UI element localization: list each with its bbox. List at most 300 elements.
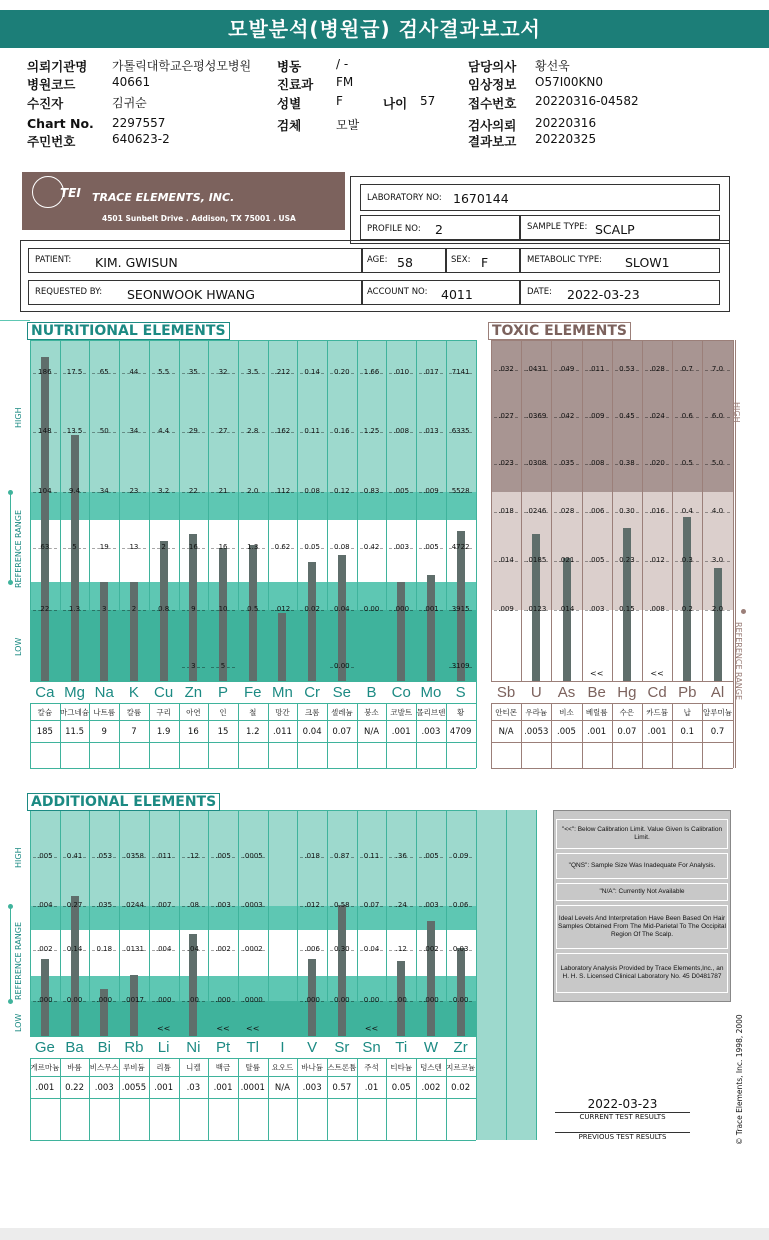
tick-label: 22 [40,605,50,613]
element-name: 스트론튬 [327,1063,357,1072]
tick-label: 50 [99,427,109,435]
page-bottom [0,1228,769,1240]
tick-label: 0.53 [619,365,635,373]
element-name: 비소 [559,708,574,717]
side-high: HIGH [14,847,23,868]
bar-cr [308,562,316,681]
tick-label: 0.20 [334,368,350,376]
element-symbol-zr: Zr [453,1039,468,1056]
tick-label: .009 [588,412,605,420]
tick-label: 0.00 [334,996,350,1004]
tick-label: .011 [588,365,605,373]
tick-label: .014 [558,605,575,613]
tick-label: .021 [558,556,575,564]
element-symbol-s: S [455,684,466,701]
element-name: 수은 [619,708,635,717]
element-symbol-cr: Cr [304,684,321,701]
tick-label: .000 [96,996,113,1004]
header-doctor: 황선욱 [535,59,570,73]
tick-label: .112 [274,487,291,495]
tick-label: .009 [498,605,514,613]
tick-label: 0.04 [334,605,350,613]
patient-box: PATIENT: KIM. GWISUN [28,248,362,273]
element-name: 붕소 [364,708,379,717]
tick-label: 0.30 [619,507,635,515]
note-ideal-levels: Ideal Levels And Interpretation Have Been Based On Hair Samples Obtained From The Mid-Parietal To The Occipital Region Of The Scalp. [556,905,728,949]
element-name: 텅스텐 [420,1063,442,1072]
tick-label: 3.5 [247,368,259,376]
element-result: .0001 [240,1083,265,1093]
header-patient-label: 수진자 [27,96,64,111]
col-line [476,340,477,768]
tick-label: .0003 [242,901,263,909]
tick-label: 1.25 [363,427,380,435]
element-name: 철 [249,708,257,717]
element-symbol-v: V [307,1039,318,1056]
tick-label: .0244 [123,901,144,909]
tick-label: 0.2 [681,605,693,613]
element-result: 0.07 [332,727,352,737]
tick-label: .012 [274,605,291,613]
tick-label: 0.00 [66,996,83,1004]
sample-type-box: SAMPLE TYPE: SCALP [520,215,720,240]
header-specimen-label: 검체 [277,118,302,133]
element-symbol-ca: Ca [35,684,55,701]
tick-label: .016 [649,507,665,515]
element-result: 0.57 [332,1083,352,1093]
tick-label: 2.8 [247,427,259,435]
element-symbol-fe: Fe [243,684,262,701]
element-name: 아연 [186,708,201,717]
tick-label: 0.04 [363,945,380,953]
element-symbol-li: Li [157,1039,170,1056]
tick-label: 5528 [451,487,470,495]
header-institution-label: 의뢰기관명 [27,59,88,74]
tick-label: .0431 [526,365,547,373]
tick-label: 2.0 [711,605,724,613]
tick-label: 0.41 [66,852,83,860]
header-chart-label: Chart No. [27,116,94,131]
element-name: 니켈 [186,1063,201,1072]
tick-label: 2 [161,543,166,551]
element-result: 11.5 [65,727,84,737]
element-result: 185 [36,727,53,737]
tick-label: 0.15 [619,605,635,613]
tick-label: 3109 [451,662,470,670]
range-dot [741,609,746,614]
element-name: 칼륨 [126,708,142,717]
tick-label: 44 [129,368,139,376]
tick-label: .012 [304,901,320,909]
element-symbol-cu: Cu [154,684,174,701]
element-symbol-mo: Mo [420,684,442,701]
tick-label: .049 [558,365,575,373]
tick-label: 0.14 [66,945,83,953]
note-laboratory: Laboratory Analysis Provided by Trace Elements,Inc., an H. H. S. Licensed Clinical Laboratory No. 45 D0481787 [556,953,728,993]
tick-label: .018 [304,852,320,860]
tick-label: .005 [215,852,231,860]
element-name: 황 [457,708,465,717]
bar-al [714,568,722,681]
element-result: 0.04 [302,727,322,737]
element-symbol-ni: Ni [186,1039,201,1056]
note-qns: "QNS": Sample Size Was Inadequate For Analysis. [556,853,728,879]
tick-label: .0123 [526,605,547,613]
copyright: © Trace Elements, Inc. 1998, 2000 [735,1014,744,1145]
tick-label: .005 [423,852,439,860]
element-name: 인 [219,708,227,717]
tick-label: 0.05 [304,543,320,551]
tick-label: 0.08 [304,487,320,495]
element-name: 백금 [215,1063,231,1072]
element-name: 지르코늄 [446,1063,476,1072]
element-result: 1.2 [245,727,260,737]
header-rrn: 640623-2 [112,132,170,146]
element-result: 4709 [449,727,472,737]
current-date: 2022-03-23 [555,1097,690,1113]
tick-label: 0.27 [66,901,83,909]
tick-label: .12 [395,945,407,953]
tick-label: .006 [588,507,605,515]
top-line [30,340,476,341]
tick-label: 0.6 [681,412,693,420]
element-result: 0.07 [617,727,637,737]
note-calibration: "<<": Below Calibration Limit. Value Given Is Calibration Limit. [556,819,728,849]
header-receipt: 20220316-04582 [535,94,639,108]
tick-label: 9.4 [68,487,81,495]
tick-label: .032 [498,365,514,373]
additional-chart [0,810,545,1140]
tick-label: 5.5 [158,368,170,376]
element-symbol-p: P [218,684,229,701]
below-limit-mark: << [650,669,664,678]
tick-label: 3 [102,605,107,613]
notes-box [553,810,731,1002]
tick-label: 0.62 [274,543,291,551]
tick-label: .014 [498,556,514,564]
tick-label: .002 [423,945,439,953]
element-result: N/A [274,1083,290,1093]
element-symbol-co: Co [391,684,411,701]
tick-label: .0002 [242,945,263,953]
header-request: 20220316 [535,116,597,130]
tick-label: 4.4 [158,427,170,435]
element-name: 카드뮴 [646,708,668,717]
element-result: 15 [217,727,229,737]
tick-label: 0.5 [247,605,259,613]
header-sex-label: 성별 [277,96,302,111]
tick-label: 7141 [451,368,470,376]
element-result: 0.02 [451,1083,471,1093]
tick-label: 0.4 [681,507,693,515]
element-symbol-zn: Zn [184,684,203,701]
element-symbol-pt: Pt [215,1039,231,1056]
element-name: 바나듐 [301,1063,324,1072]
tick-label: 10 [218,605,228,613]
nutritional-title: NUTRITIONAL ELEMENTS [27,322,230,340]
tick-label: .000 [155,996,172,1004]
laboratory-no: 1670144 [453,191,509,206]
tick-label: .12 [187,852,199,860]
tick-label: 0.38 [619,459,635,467]
tick-label: .000 [304,996,320,1004]
tick-label: 34 [129,427,139,435]
element-symbol-sr: Sr [334,1039,350,1056]
element-symbol-bi: Bi [97,1039,111,1056]
header-clinical: O57I00KN0 [535,75,604,89]
tick-label: 17.5 [66,368,83,376]
tick-label: 1.3 [247,543,259,551]
tick-label: 6.0 [711,412,724,420]
tick-label: 3.0 [711,556,724,564]
tick-label: 2 [131,605,137,613]
element-result: .003 [94,1083,114,1093]
element-name: 망간 [275,708,290,717]
tick-label: 27 [218,427,228,435]
bar-zr [457,948,465,1036]
metabolic-box: METABOLIC TYPE: SLOW1 [520,248,720,273]
header-ward-label: 병동 [277,59,302,74]
element-symbol-se: Se [332,684,352,701]
element-symbol-pb: Pb [678,684,697,701]
element-name: 안티몬 [495,708,517,717]
tick-label: .0017 [123,996,144,1004]
header-receipt-label: 접수번호 [468,96,517,111]
below-limit-mark: << [156,1024,171,1033]
element-result: .003 [421,727,441,737]
tick-label: 0.07 [363,901,380,909]
element-name: 구리 [156,708,171,717]
lab-address: 4501 Sunbelt Drive . Addison, TX 75001 . USA [102,214,296,223]
tick-label: .013 [423,427,439,435]
tick-label: .00 [395,996,407,1004]
element-result: .001 [647,727,667,737]
row-line [30,768,476,769]
col-line [506,810,507,1140]
below-limit-mark: << [364,1024,379,1033]
bar-na [100,582,108,681]
element-name: 코발트 [390,708,413,717]
tick-label: .0369 [526,412,547,420]
tick-label: 7.0 [711,365,724,373]
element-result: 0.1 [680,727,695,737]
age-box: AGE: 58 [362,248,446,273]
toxic-title: TOXIC ELEMENTS [488,322,631,340]
range-line [10,492,11,582]
lab-logo [22,172,345,230]
tick-label: 0.16 [334,427,350,435]
tick-label: .005 [393,487,410,495]
date-box: DATE: 2022-03-23 [520,280,720,305]
tick-label: 0.45 [619,412,635,420]
header-doctor-label: 담당의사 [468,59,517,74]
element-name: 알루미늄 [702,708,732,717]
header-hospital-code-label: 병원코드 [27,77,76,92]
tick-label: .003 [588,605,605,613]
tick-label: .36 [395,852,407,860]
tick-label: .007 [155,901,172,909]
bar-mn [278,613,286,681]
tick-label: 0.23 [619,556,635,564]
tick-label: 16 [218,543,228,551]
tick-label: .042 [558,412,575,420]
element-result: N/A [364,727,380,737]
previous-label: PREVIOUS TEST RESULTS [578,1133,667,1141]
sex-box: SEX: F [446,248,520,273]
tick-label: 22 [188,487,198,495]
header-result: 20220325 [535,132,597,146]
tick-label: 9 [191,605,196,613]
element-name: 베릴륨 [585,708,608,717]
tick-label: 0.06 [452,901,469,909]
tick-label: 5 [220,662,226,670]
current-results [555,1097,690,1141]
element-name: 칼슘 [37,708,53,717]
tick-label: 2.0 [247,487,259,495]
element-symbol-sb: Sb [496,684,516,701]
tick-label: 0.7 [681,365,693,373]
tick-label: 3915 [451,605,470,613]
side-ref: REFERENCE RANGE [14,510,23,588]
tick-label: .0005 [242,852,263,860]
tick-label: .0185 [526,556,547,564]
tick-label: .008 [649,605,665,613]
bar-sr [338,905,346,1036]
tick-label: 0.58 [334,901,350,909]
element-symbol-tl: Tl [246,1039,259,1056]
tick-label: .000 [423,996,439,1004]
element-symbol-i: I [280,1039,285,1056]
tick-label: .212 [274,368,291,376]
tick-label: 1.66 [363,368,380,376]
tick-label: .006 [304,945,320,953]
tick-label: .023 [498,459,514,467]
tick-label: 32 [218,368,228,376]
tick-label: 6335 [451,427,470,435]
element-symbol-ba: Ba [65,1039,84,1056]
tick-label: .004 [37,901,53,909]
tick-label: .005 [423,543,439,551]
element-symbol-mg: Mg [64,684,85,701]
bar-as [563,558,571,681]
tick-label: 3 [191,662,196,670]
tick-label: 0.5 [681,459,693,467]
tick-label: .020 [649,459,665,467]
element-result: .001 [154,1083,174,1093]
header-patient: 김귀순 [112,96,147,110]
tick-label: .00 [187,996,199,1004]
tick-label: .027 [498,412,514,420]
tick-label: .000 [393,605,410,613]
tick-label: 4722 [451,543,470,551]
tick-label: 0.87 [334,852,350,860]
laboratory-no-box: LABORATORY NO: 1670144 [360,184,720,211]
tick-label: .000 [37,996,53,1004]
element-result: 16 [187,727,199,737]
tick-label: .0308 [526,459,547,467]
toxic-chart [489,340,769,770]
tick-label: 0.3 [681,556,693,564]
element-result: .003 [302,1083,322,1093]
tick-label: 104 [38,487,52,495]
tick-label: .002 [215,945,231,953]
tick-label: .018 [498,507,514,515]
tick-label: 0.14 [304,368,320,376]
tick-label: .005 [588,556,605,564]
element-result: .03 [186,1083,201,1093]
tick-label: 0.00 [452,996,469,1004]
bar-w [427,921,435,1036]
tick-label: 3.2 [158,487,170,495]
element-result: .001 [213,1083,233,1093]
tick-label: .003 [393,543,410,551]
element-result: N/A [498,727,514,737]
element-name: 몰리브덴 [416,708,446,717]
element-symbol-mn: Mn [272,684,293,701]
tick-label: 0.83 [363,487,380,495]
tick-label: 148 [38,427,52,435]
element-symbol-na: Na [94,684,114,701]
tick-label: .000 [215,996,231,1004]
tick-label: 19 [99,543,109,551]
tick-label: .08 [187,901,199,909]
tick-label: 0.02 [304,605,320,613]
tick-label: .004 [155,945,172,953]
tick-label: .053 [96,852,113,860]
header-sex: F [336,94,343,108]
header-rrn-label: 주민번호 [27,134,76,149]
tick-label: 21 [218,487,228,495]
element-result: 0.22 [65,1083,84,1093]
tick-label: .005 [37,852,53,860]
tick-label: 0.00 [334,662,350,670]
tick-label: 0.00 [363,996,380,1004]
report-title: 모발분석(병원급) 검사결과보고서 [0,10,769,48]
element-symbol-u: U [530,684,542,701]
tick-label: 186 [38,368,52,376]
element-symbol-b: B [366,684,377,701]
band-0 [30,340,476,492]
tick-label: .017 [423,368,439,376]
element-name: 바륨 [67,1063,82,1072]
element-result: .005 [557,727,576,737]
tick-label: 34 [99,487,109,495]
bar-ba [71,896,79,1036]
tick-label: .003 [423,901,439,909]
header-age-label: 나이 [383,96,408,111]
header-dept: FM [336,75,354,89]
tick-label: .0000 [242,996,263,1004]
bar-pb [683,517,691,681]
tick-label: 35 [188,368,198,376]
tei-mark: TEI [60,186,81,200]
lab-company: TRACE ELEMENTS, INC. [92,191,235,204]
tick-label: 13.5 [66,427,83,435]
profile-no-box: PROFILE NO: 2 [360,215,520,240]
tick-label: 0.09 [452,852,469,860]
row-line [30,1140,476,1141]
tick-label: 5.0 [711,459,724,467]
tick-label: .001 [423,605,439,613]
side-low: LOW [14,637,23,656]
tick-label: 0.03 [452,945,469,953]
below-limit-mark: << [589,669,604,678]
header-specimen: 모발 [336,118,360,132]
tick-label: 0.12 [334,487,350,495]
element-result: 0.7 [710,727,725,737]
element-name: 리튬 [156,1063,171,1072]
element-symbol-hg: Hg [617,684,637,701]
